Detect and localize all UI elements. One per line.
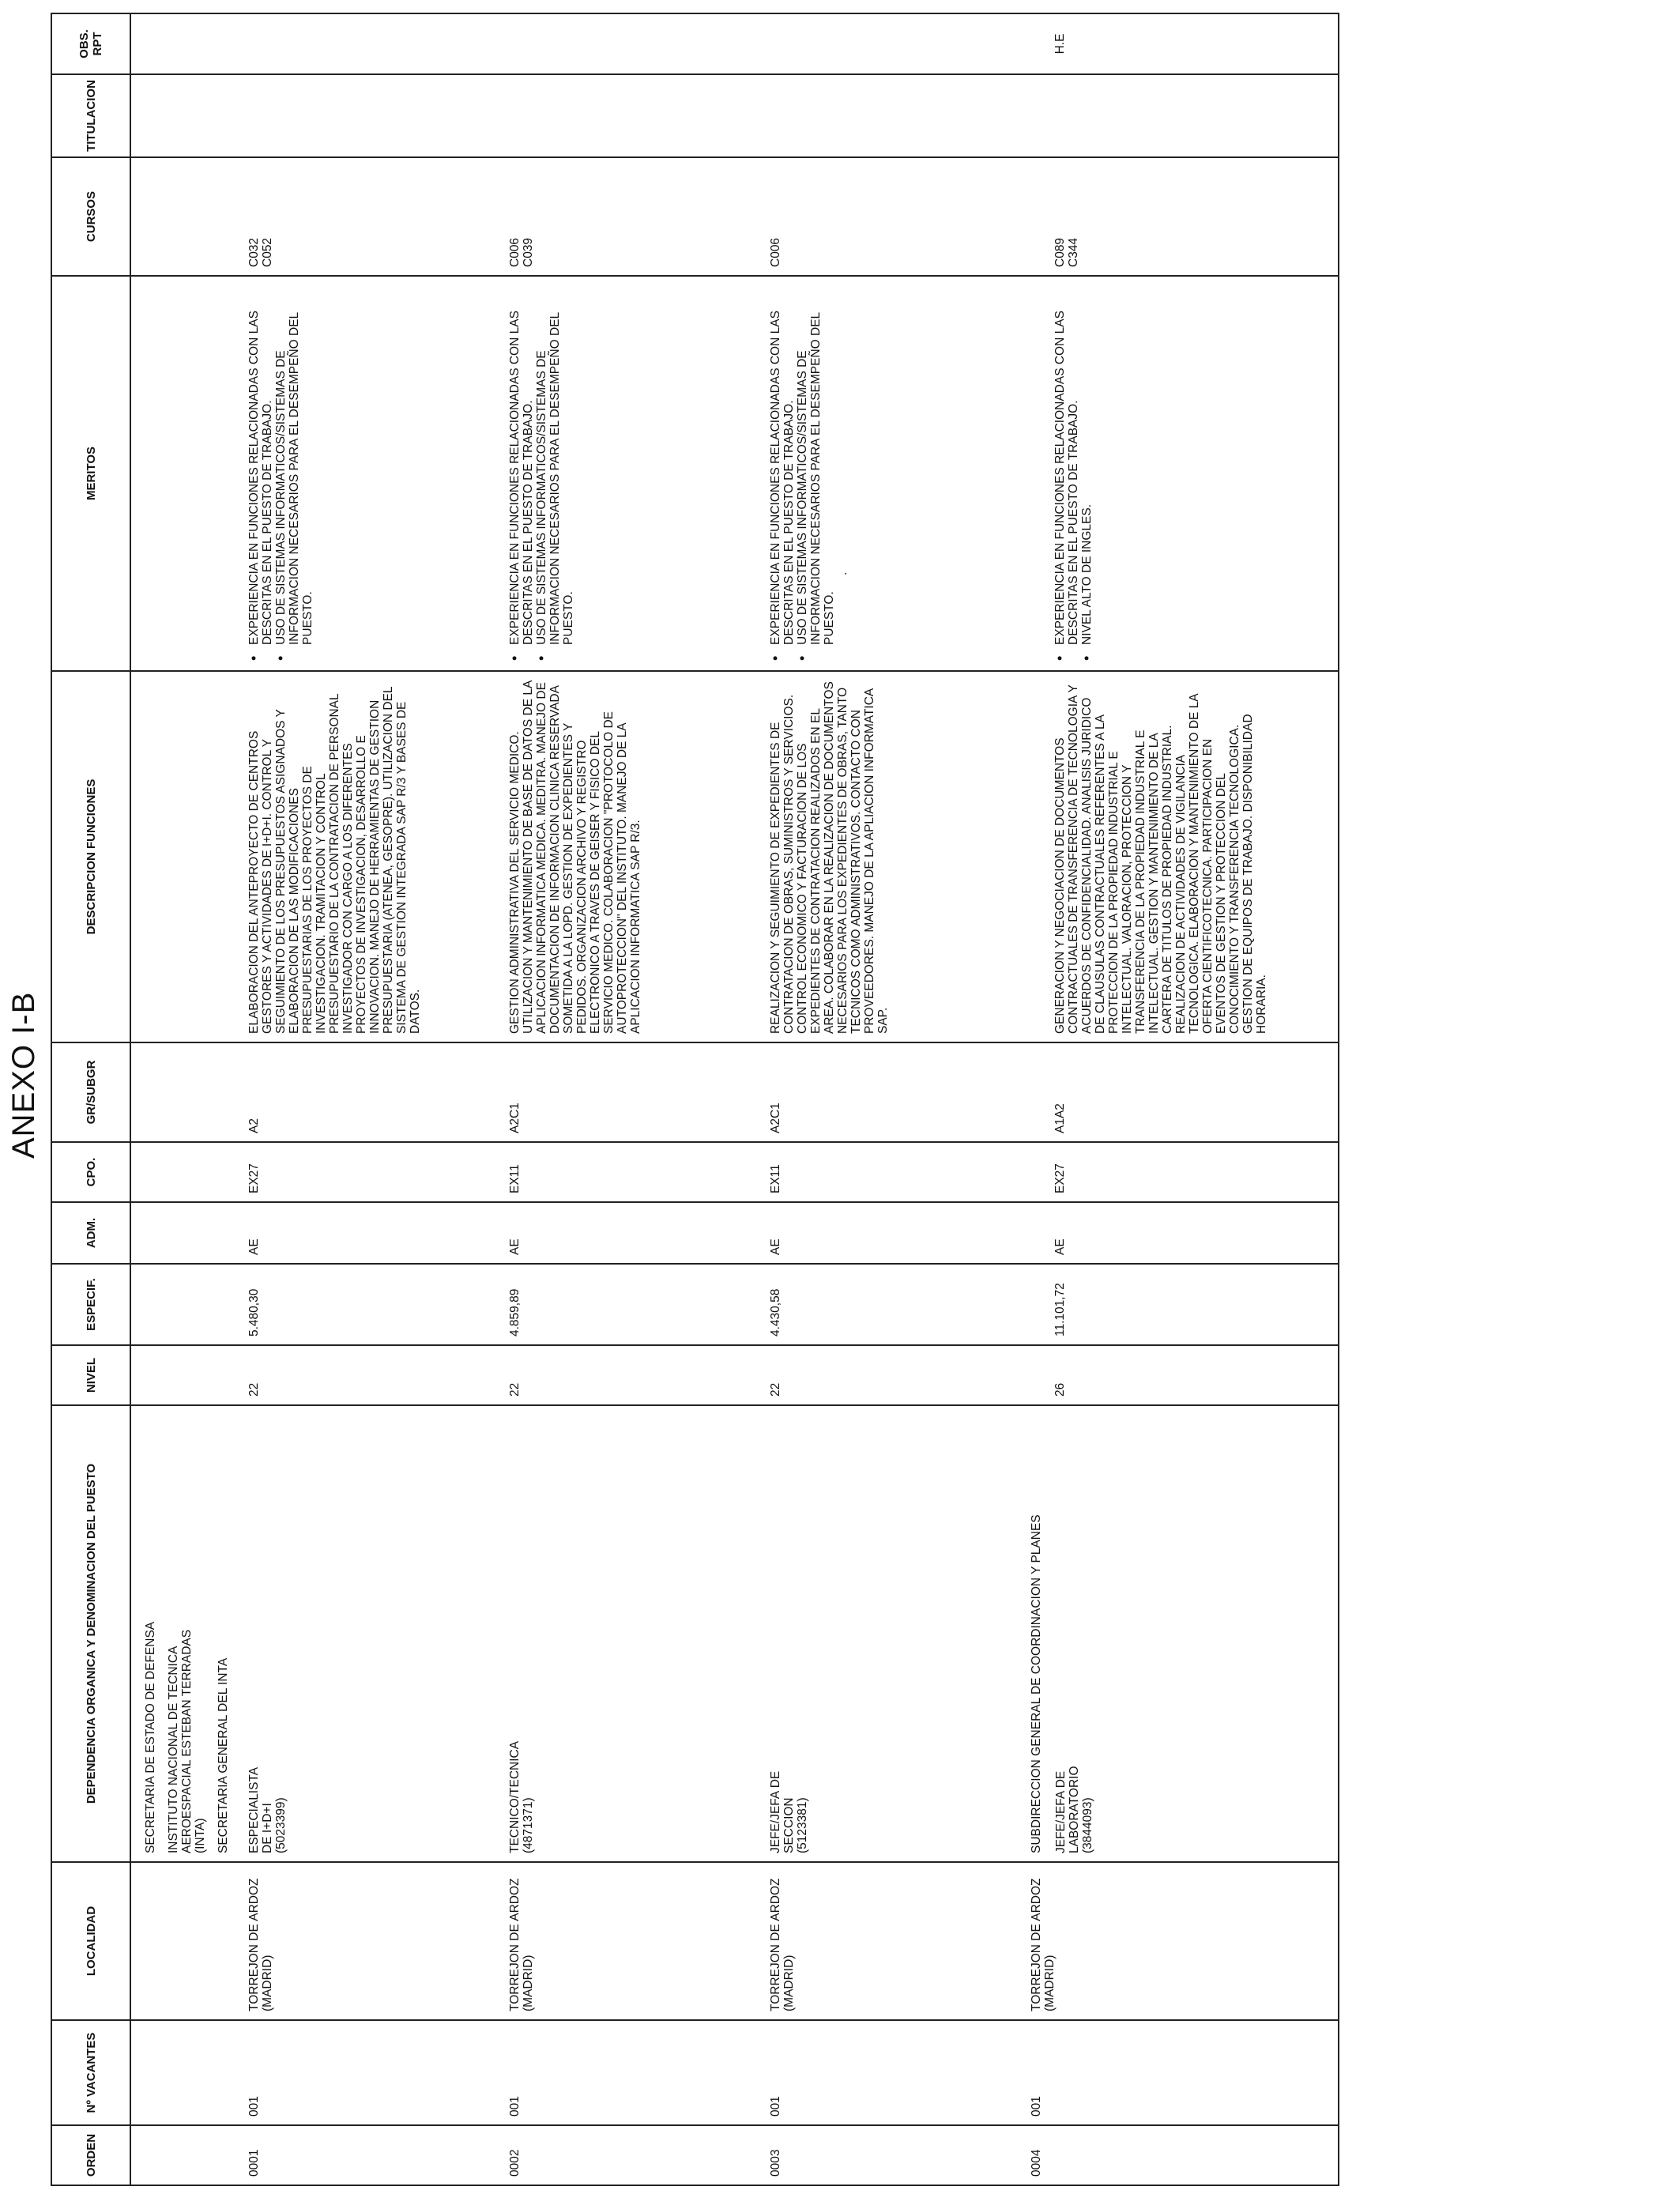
header-obs: OBS. RPT — [51, 13, 130, 74]
cell-nivel: 22 — [500, 1345, 761, 1405]
cell-obs — [500, 13, 761, 74]
cell-orden: 0004 — [1022, 2125, 1339, 2185]
cell-orden: 0002 — [500, 2125, 761, 2185]
table-row — [500, 13, 761, 2185]
header-adm: ADM. — [51, 1202, 130, 1264]
cell-obs: H.E — [1022, 13, 1339, 74]
cell-titulacion — [761, 74, 1022, 157]
merito-item: • EXPERIENCIA EN FUNCIONES RELACIONADAS CON LAS DESCRITAS EN EL PUESTO DE TRABAJO. — [1053, 285, 1080, 645]
cell-puesto: ESPECIALISTA DE I+D+I (5023399) — [239, 1405, 500, 1862]
header-grsubgr: GR/SUBGR — [51, 1042, 130, 1142]
table-row — [239, 13, 500, 2185]
org-secretaria-general: SECRETARIA GENERAL DEL INTA — [217, 1657, 230, 1853]
header-cpo: CPO. — [51, 1142, 130, 1202]
merito-item: • USO DE SISTEMAS INFORMATICOS/SISTEMAS DE INFORMACION NECESARIOS PARA EL DESEMPEÑO DEL PUESTO. — [535, 285, 575, 645]
cell-meritos — [1022, 276, 1339, 671]
cell-orden: 0001 — [239, 2125, 500, 2185]
cell-puesto: TECNICO/TECNICA (4871371) — [500, 1405, 761, 1862]
merito-item: • EXPERIENCIA EN FUNCIONES RELACIONADAS CON LAS DESCRITAS EN EL PUESTO DE TRABAJO. — [769, 285, 796, 645]
header-meritos: MERITOS — [51, 276, 130, 671]
cell-cpo: EX11 — [500, 1142, 761, 1202]
cell-especif: 11.101,72 — [1022, 1264, 1339, 1345]
header-orden: ORDEN — [51, 2125, 130, 2185]
cell-especif: 4.859,89 — [500, 1264, 761, 1345]
cell-localidad: TORREJON DE ARDOZ (MADRID) — [239, 1862, 500, 2020]
cell-adm: AE — [500, 1202, 761, 1264]
header-localidad: LOCALIDAD — [51, 1862, 130, 2020]
cell-meritos — [500, 276, 761, 671]
cell-vacantes: 001 — [1022, 2020, 1339, 2125]
header-cursos: CURSOS — [51, 157, 130, 276]
cell-cursos: C006 — [761, 157, 1022, 276]
org-subdireccion: SUBDIRECCION GENERAL DE COORDINACION Y PLANES — [1030, 1514, 1043, 1853]
cell-funciones: GESTION ADMINISTRATIVA DEL SERVICIO MEDICO. UTILIZACION Y MANTENIMIENTO DE BASE DE DATOS DE LA APLICACION INFORMATICA MEDICA. MEDITRA. MANEJO DE DOCUMENTACION DE INFORMACION CLINICA RESERVADA SOMETIDA A LA LOPD. GESTION DE EXPEDIENTES Y PEDIDOS. ORGANIZACION ARCHIVO Y REGISTRO ELECTRONICO A TRAVES DE GEISER Y FISICO DEL SERVICIO MEDICO. COLABORACION "PROTOCOLO DE AUTOPROTECCION" DEL INSTITUTO. MANEJO DE LA APLICACION INFORMATICA SAP R/3. — [500, 671, 761, 1042]
cell-cursos: C032 C052 — [239, 157, 500, 276]
cell-orden: 0003 — [761, 2125, 1022, 2185]
cell-vacantes: 001 — [761, 2020, 1022, 2125]
merito-extra: . — [836, 571, 849, 575]
cell-grsubgr: A2 — [239, 1042, 500, 1142]
cell-obs — [239, 13, 500, 74]
header-titulacion: TITULACION — [51, 74, 130, 157]
cell-nivel: 22 — [239, 1345, 500, 1405]
page-title: ANEXO I-B — [6, 991, 41, 1159]
cell-cpo: EX11 — [761, 1142, 1022, 1202]
cell-puesto: JEFE/JEFA DE SECCION (5123381) — [761, 1405, 1022, 1862]
cell-especif: 5.480,30 — [239, 1264, 500, 1345]
positions-table — [51, 13, 1339, 2186]
cell-cpo: EX27 — [239, 1142, 500, 1202]
cell-meritos — [761, 276, 1022, 671]
cell-adm: AE — [239, 1202, 500, 1264]
header-funciones: DESCRIPCION FUNCIONES — [51, 671, 130, 1042]
cell-cursos: C006 C039 — [500, 157, 761, 276]
table-header-row — [51, 13, 130, 2185]
cell-grsubgr: A2C1 — [761, 1042, 1022, 1142]
org-cell — [130, 1405, 239, 1862]
cell-cursos: C089 C344 — [1022, 157, 1339, 276]
cell-nivel: 26 — [1022, 1345, 1339, 1405]
merito-item: • NIVEL ALTO DE INGLES. — [1080, 285, 1094, 645]
header-especif: ESPECIF. — [51, 1264, 130, 1345]
cell-adm: AE — [761, 1202, 1022, 1264]
cell-grsubgr: A1A2 — [1022, 1042, 1339, 1142]
cell-funciones: REALIZACION Y SEGUIMIENTO DE EXPEDIENTES DE CONTRATACION DE OBRAS, SUMINISTROS Y SERVICIOS. CONTROL ECONOMICO Y FACTURACION DE LOS EXPEDIENTES DE CONTRATACION REALIZADOS EN EL AREA. COLABORAR EN LA REALIZACION DE DOCUMENTOS NECESARIOS PARA LOS EXPEDIENTES DE OBRAS, TANTO TECNICOS COMO ADMINISTRATIVOS. CONTACTO CON PROVEEDORES. MANEJO DE LA APLIACION INFORMATICA SAP. — [761, 671, 1022, 1042]
org-instituto: INSTITUTO NACIONAL DE TECNICA AEROESPACIAL ESTEBAN TERRADAS (INTA) — [167, 1629, 207, 1853]
cell-puesto-block — [1022, 1405, 1339, 1862]
cell-localidad: TORREJON DE ARDOZ (MADRID) — [1022, 1862, 1339, 2020]
cell-especif: 4.430,58 — [761, 1264, 1022, 1345]
cell-funciones: ELABORACION DEL ANTEPROYECTO DE CENTROS GESTORES Y ACTIVIDADES DE I+D+I. CONTROL Y SEGUIMIENTO DE LOS PRESUPUESTOS ASIGNADOS Y ELABORACION DE LAS MODIFICACIONES PRESUPUESTARIAS DE LOS PROYECTOS DE INVESTIGACION. TRAMITACION Y CONTROL PRESUPUESTARIO DE LA CONTRATACION DE PERSONAL INVESTIGADOR CON CARGO A LOS DIFERENTES PROYECTOS DE INVESTIGACION, DESARROLLO E INNOVACION. MANEJO DE HERRAMIENTAS DE GESTION PRESUPUESTARIA (ATENEA, GESOPRE). UTILIZACION DEL SISTEMA DE GESTION INTEGRADA SAP R/3 Y BASES DE DATOS. — [239, 671, 500, 1042]
cell-titulacion — [500, 74, 761, 157]
merito-item: • USO DE SISTEMAS INFORMATICOS/SISTEMAS DE INFORMACION NECESARIOS PARA EL DESEMPEÑO DEL PUESTO. — [796, 285, 836, 645]
org-row — [130, 13, 239, 2185]
merito-item: • USO DE SISTEMAS INFORMATICOS/SISTEMAS DE INFORMACION NECESARIOS PARA EL DESEMPEÑO DEL PUESTO. — [274, 285, 315, 645]
cell-vacantes: 001 — [500, 2020, 761, 2125]
merito-item: • EXPERIENCIA EN FUNCIONES RELACIONADAS CON LAS DESCRITAS EN EL PUESTO DE TRABAJO. — [508, 285, 535, 645]
cell-localidad: TORREJON DE ARDOZ (MADRID) — [500, 1862, 761, 2020]
cell-titulacion — [239, 74, 500, 157]
cell-funciones: GENERACION Y NEGOCIACION DE DOCUMENTOS CONTRACTUALES DE TRANSFERENCIA DE TECNOLOGIA Y ACUERDOS DE CONFIDENCIALIDAD. ANALISIS JURIDICO DE CLAUSULAS CONTRACTUALES REFERENTES A LA PROTECCION DE LA PROPIEDAD INDUSTRIAL E INTELECTUAL. VALORACION, PROTECCION Y TRANSFERENCIA DE LA PROPIEDAD INDUSTRIAL E INTELECTUAL. GESTION Y MANTENIMIENTO DE LA CARTERA DE TITULOS DE PROPIEDAD INDUSTRIAL. REALIZACION DE ACTIVIDADES DE VIGILANCIA TECNOLOGICA. ELABORACION Y MANTENIMIENTO DE LA OFERTA CIENTIFICOTECNICA. PARTICIPACION EN EVENTOS DE GESTION Y PROTECCION DEL CONOCIMIENTO Y TRANSFERENCIA TECNOLOGICA. GESTION DE EQUIPOS DE TRABAJO. DISPONIBILIDAD HORARIA. — [1022, 671, 1339, 1042]
table-row — [1022, 13, 1339, 2185]
header-vacantes: Nº VACANTES — [51, 2020, 130, 2125]
cell-obs — [761, 13, 1022, 74]
header-nivel: NIVEL — [51, 1345, 130, 1405]
cell-localidad: TORREJON DE ARDOZ (MADRID) — [761, 1862, 1022, 2020]
header-dependencia: DEPENDENCIA ORGANICA Y DENOMINACION DEL PUESTO — [51, 1405, 130, 1862]
cell-adm: AE — [1022, 1202, 1339, 1264]
cell-nivel: 22 — [761, 1345, 1022, 1405]
cell-grsubgr: A2C1 — [500, 1042, 761, 1142]
cell-meritos — [239, 276, 500, 671]
cell-vacantes: 001 — [239, 2020, 500, 2125]
cell-cpo: EX27 — [1022, 1142, 1339, 1202]
merito-item: • EXPERIENCIA EN FUNCIONES RELACIONADAS CON LAS DESCRITAS EN EL PUESTO DE TRABAJO. — [247, 285, 274, 645]
org-secretaria: SECRETARIA DE ESTADO DE DEFENSA — [144, 1621, 157, 1853]
table-row — [761, 13, 1022, 2185]
cell-puesto: JEFE/JEFA DE LABORATORIO (3844093) — [1054, 1766, 1094, 1853]
cell-titulacion — [1022, 74, 1339, 157]
